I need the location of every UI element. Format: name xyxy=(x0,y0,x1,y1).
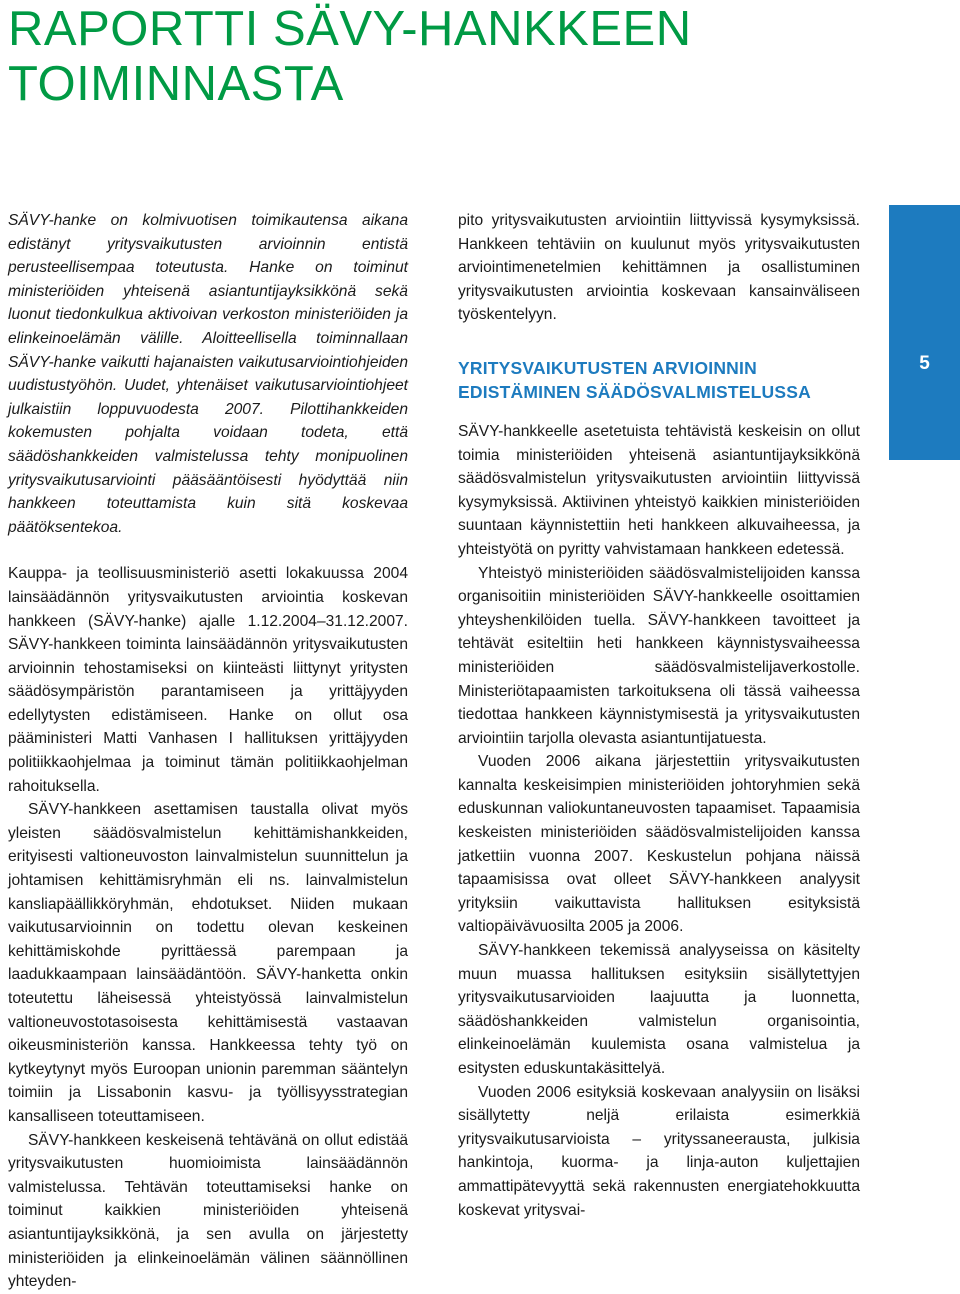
page-number: 5 xyxy=(919,353,930,374)
body-paragraph: Vuoden 2006 esityksiä koskevaan analyysiin on lisäksi sisällytetty neljä erilaista esimerkkiä yritysvaikutusarvioista – yrityssaneerausta, julkisia hankintoja, kuorma- ja linja-auton kuljettajien ammattipätevyyttä sekä rakennusten energiatehokkuutta koskevat yritysvai- xyxy=(458,1083,860,1219)
page-title-line-2: TOIMINNASTA xyxy=(8,57,344,111)
body-paragraph: SÄVY-hankkeen asettamisen taustalla olivat myös yleisten säädösvalmistelun kehittämishankkeiden, erityisesti valtioneuvoston lainvalmistelun suunnittelun ja johtamisen kehittämisryhmän eli ns. lainvalmistelun kansliapäällikköryhmän, ehdotukset. Niiden mukaan vaikutusarvioinnin on todettu olevan keskeinen kehittämiskohde pyrittäessä parempaan ja laadukkaampaan lainsäädäntöön. SÄVY-hanketta onkin toteutettu läheisessä yhteistyössä lainvalmistelun valtioneuvostotasoisesta kehittämisestä vastaavan oikeusministeriön kanssa. Hankkeessa tehty työ on kytkeytynyt myös Euroopan unionin paremman sääntelyn toimiin ja Lissabonin kasvu- ja työllisyysstrategian kansalliseen toteuttamiseen. xyxy=(8,801,408,1125)
body-paragraph: SÄVY-hankkeelle asetetuista tehtävistä keskeisin on ollut toimia ministeriöiden yhteisenä asiantuntijayksikkönä säädösvalmistelun yritysvaikutusten arviointiin liittyvissä kysymyksissä. Aktiivinen yhteistyö kaikkien ministeriöiden suuntaan käynnistettiin heti hankkeen alkuvaiheessa, ja yhteistyötä on pyritty vahvistamaan hankkeen edetessä. xyxy=(458,422,860,558)
intro-paragraph: SÄVY-hanke on kolmivuotisen toimikautensa aikana edistänyt yritysvaikutusten arvioinnin entistä perusteellisempaa toteutusta. Hanke on toiminut ministeriöiden yhteisenä asiantuntijayksikkönä sekä luonut tiedonkulkua aktivoivan verkoston ministeriöiden ja elinkeinoelämän välille. Aloitteellisella toiminnallaan SÄVY-hanke vaikutti hajanaisten vaikutusarviointiohjeiden uudistustyöhön. Uudet, yhtenäiset vaikutusarviointiohjeet julkaistiin loppuvuodesta 2007. Pilottihankkeiden kokemusten pohjalta voidaan todeta, että säädöshankkeiden valmistelussa tehty monipuolinen yritysvaikutusarviointi pääsääntöisesti hyödyttää niin hankkeen toteuttamista kuin sitä koskevaa päätöksentekoa. xyxy=(8,212,408,536)
body-paragraph: SÄVY-hankkeen keskeisenä tehtävänä on ollut edistää yritysvaikutusten huomioimista lainsäädännön valmistelussa. Tehtävän toteuttamiseksi hanke on toiminut kaikkien ministeriöiden yhteisenä asiantuntijayksikkönä, ja sen avulla on järjestetty ministeriöiden ja elinkeinoelämän välinen säännöllinen yhteyden- xyxy=(8,1131,408,1291)
section-heading xyxy=(458,356,860,404)
body-paragraph: Vuoden 2006 aikana järjestettiin yritysvaikutusten kannalta keskeisimpien ministeriöiden johtoryhmien sekä eduskunnan valiokuntaneuvosten tapaamiset. Tapaamisia keskeisten ministeriöiden säädösvalmistelijoiden kanssa jatkettiin vuonna 2007. Keskustelun pohjana näissä tapaamisissa ovat olleet SÄVY-hankkeen analyysit yrityksiin vaikuttavista hallituksen esityksistä valtiopäivävuosilta 2005 ja 2006. xyxy=(458,753,860,936)
left-column xyxy=(8,209,408,1294)
right-column xyxy=(458,209,860,1222)
page-title xyxy=(8,2,708,112)
page-number-tab xyxy=(889,205,960,460)
body-paragraph: Yhteistyö ministeriöiden säädösvalmistelijoiden kanssa organisoitiin ministeriöiden SÄVY-hankkeelle osoittamien yhteyshenkilöiden tuella. SÄVY-hankkeen tavoitteet ja tehtävät esiteltiin heti hankkeen käynnistysvaiheessa ministeriöiden säädösvalmistelijaverkostolle. Ministeriötapaamisten tarkoituksena oli tässä vaiheessa tiedottaa hankkeen käynnistymisestä ja yritysvaikutusten arviointiin tarjolla olevasta asiantuntijatuesta. xyxy=(458,564,860,747)
body-paragraph: SÄVY-hankkeen tekemissä analyyseissa on käsitelty muun muassa hallituksen esityksiin sisällytettyjen yritysvaikutusarvioiden laajuutta ja luonnetta, säädöshankkeiden valmistelun organisointia, elinkeinoelämän kuulemista osana valmistelua ja esitysten eduskuntakäsittelyä. xyxy=(458,942,860,1077)
body-paragraph: Kauppa- ja teollisuusministeriö asetti lokakuussa 2004 lainsäädännön yritysvaikutusten arviointia koskevan hankkeen (SÄVY-hanke) ajalle 1.12.2004–31.12.2007. SÄVY-hankkeen toiminta lainsäädännön yritysvaikutusten arvioinnin tehostamiseksi on kiinteästi liittynyt yritysten säädösympäristön parantamiseen ja yrittäjyyden edellytysten edistämiseen. Hanke on ollut osa pääministeri Matti Vanhasen I hallituksen yrittäjyyden politiikkaohjelmaa ja toiminut tämän politiikkaohjelman rahoituksella. xyxy=(8,565,408,795)
page-title-line-1: RAPORTTI SÄVY-HANKKEEN xyxy=(8,2,692,56)
section-heading-line-1: YRITYSVAIKUTUSTEN ARVIOINNIN xyxy=(458,357,757,378)
continuation-paragraph: pito yritysvaikutusten arviointiin liittyvissä kysymyksissä. Hankkeen tehtäviin on kuulunut myös yritysvaikutusten arviointimenetelmien kehittämnen ja osallistuminen yritysvaikutusten arviointia koskevaan kansainväliseen työskentelyyn. xyxy=(458,212,860,324)
section-heading-line-2: EDISTÄMINEN SÄÄDÖSVALMISTELUSSA xyxy=(458,381,811,402)
